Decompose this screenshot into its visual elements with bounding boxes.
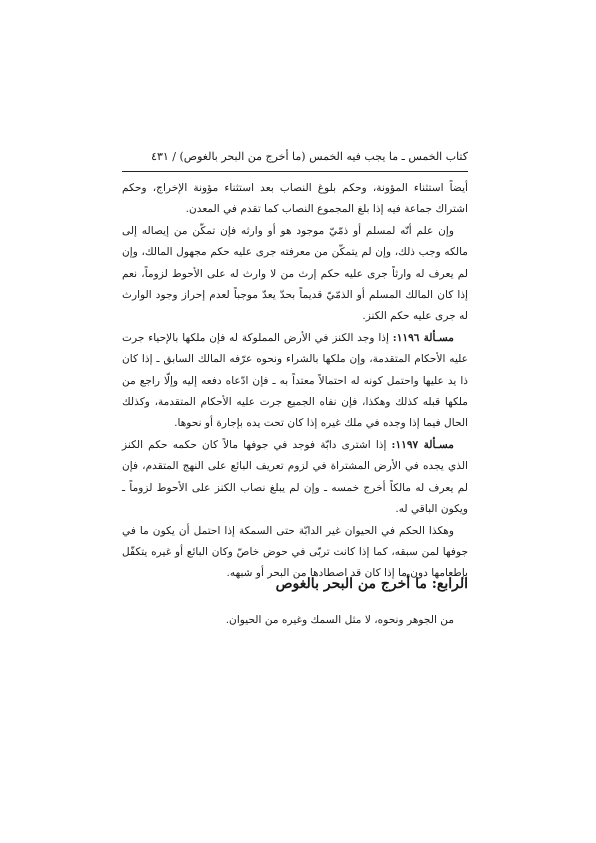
issue-1196-text: إذا وجد الكنز في الأرض المملوكة له فإن ملكها بالإحياء جرت عليه الأحكام المتقدمة، وإن ملكها بالشراء ونحوه عرّفه المالك السابق ـ إذا كان ذا يد عليها واحتمل كونه له احتمالاً معتداً به ـ فإن ادّعاه دفعه إليه وإلّا راجع من ملكها قبله كذلك وهكذا، فإن نفاه الجميع جرت عليه الأحكام المتقدمة، وكذلك الحال فيما إذا وجده في ملك غيره إذا كان تحت يده بإجارة أو نحوها. <box>122 331 468 430</box>
paragraph-5-text: وهكذا الحكم في الحيوان غير الدابّة حتى السمكة إذا احتمل أن يكون ما في جوفها لمن سبقه، كما إذا كانت تربّى في حوض خاصّ وكان البائع أو غيره يتكفّل بإطعامها دون ما إذا كان قد اصطادها من البحر أو شبهه. <box>122 524 468 580</box>
issue-1196-label: مسـألة ١١٩٦: <box>392 331 454 344</box>
paragraph-1 <box>122 178 468 221</box>
section-text: من الجوهر ونحوه، لا مثل السمك وغيره من الحيوان. <box>225 614 454 626</box>
issue-1196 <box>122 328 468 435</box>
issue-1197-text: إذا اشترى دابّة فوجد في جوفها مالاً كان حكمه حكم الكنز الذي يجده في الأرض المشتراة في لزوم تعريف البائع على النهج المتقدم، فإن لم يعرف له مالكاً أخرج خمسه ـ وإن لم يبلغ نصاب الكنز على الأحوط لزوماً ـ ويكون الباقي له. <box>122 438 468 516</box>
paragraph-1-text: أيضاً استثناء المؤونة، وحكم بلوغ النصاب بعد استثناء مؤونة الإخراج، وحكم اشتراك جماعة فيه إذا بلغ المجموع النصاب كما تقدم في المعدن. <box>122 182 468 216</box>
header-divider <box>122 171 468 172</box>
paragraph-2-text: وإن علم أنّه لمسلم أو ذمّيّ موجود هو أو وارثه فإن تمكّن من إيصاله إلى مالكه وجب ذلك، وإن لم يتمكّن من معرفته جرى عليه حكم مجهول المالك، وإن لم يعرف له وارثاً جرى عليه حكم إرث من لا وارث له على الأحوط لزوماً، نعم إذا كان المالك المسلم أو الذمّيّ قديماً بحدّ يعدّ موجباً لعدم إحراز وجود الوارث له جرى عليه حكم الكنز. <box>122 224 468 323</box>
paragraph-2 <box>122 221 468 328</box>
running-header <box>122 150 468 163</box>
running-header-title: كتاب الخمس ـ ما يجب فيه الخمس (ما أخرج من البحر بالغوص) / ٤٣١ <box>151 150 468 163</box>
body-text <box>122 178 468 585</box>
section-heading: الرابع: ما أخرج من البحر بالغوص <box>275 576 468 592</box>
issue-1197 <box>122 435 468 521</box>
issue-1197-label: مسـألة ١١٩٧: <box>391 438 454 451</box>
